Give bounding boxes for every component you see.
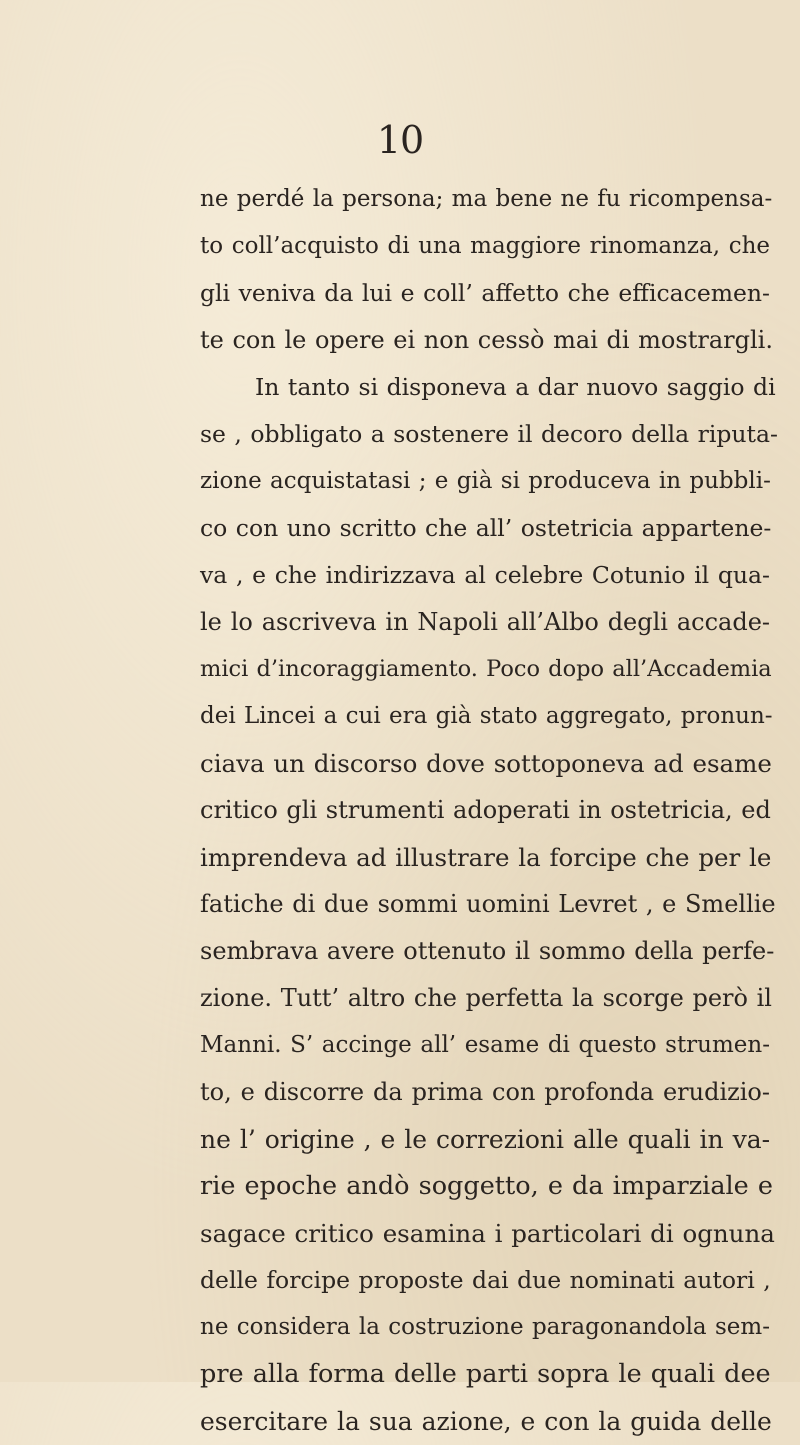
text-line: te con le opere ei non cessò mai di mostrargli. [200,326,773,354]
text-line: to, e discorre da prima con profonda erudizio- [200,1078,770,1106]
text-line: esercitare la sua azione, e con la guida delle [200,1407,772,1436]
text-line: sembrava avere ottenuto il sommo della perfe- [200,937,775,965]
text-line: ne considera la costruzione paragonandola sem- [200,1314,770,1340]
text-line: mici d’incoraggiamento. Poco dopo all’Accademia [200,656,772,682]
text-line: co con uno scritto che all’ ostetricia appartene- [200,514,772,542]
text-line: rie epoche andò soggetto, e da imparziale e [200,1171,773,1201]
page-number: 10 [376,118,424,162]
text-line: Manni. S’ accinge all’ esame di questo strumen- [200,1032,770,1058]
text-line: va , e che indirizzava al celebre Cotunio il qua- [200,561,770,589]
text-line: ciava un discorso dove sottoponeva ad esame [200,749,772,778]
body-text [200,176,778,1445]
text-line: gli veniva da lui e coll’ affetto che efficacemen- [200,279,770,307]
text-line: zione acquistatasi ; e già si produceva in pubbli- [200,468,771,494]
text-line: In tanto si disponeva a dar nuovo saggio di [255,373,776,401]
text-line: to coll’acquisto di una maggiore rinomanza, che [200,233,770,259]
text-line: imprendeva ad illustrare la forcipe che per le [200,843,772,872]
text-line: delle forcipe proposte dai due nominati autori , [200,1266,771,1294]
text-line: fatiche di due sommi uomini Levret , e Smellie [200,890,776,918]
text-line: ne l’ origine , e le correzioni alle quali in va- [200,1125,771,1154]
text-line: dei Lincei a cui era già stato aggregato, pronun- [200,703,773,729]
text-line: le lo ascriveva in Napoli all’Albo degli accade- [200,608,770,636]
text-line: sagace critico esamina i particolari di ognuna [200,1219,775,1248]
text-line: pre alla forma delle parti sopra le quali dee [200,1359,771,1389]
text-line: zione. Tutt’ altro che perfetta la scorge però il [200,984,772,1012]
text-line: critico gli strumenti adoperati in ostetricia, ed [200,796,771,824]
text-line: se , obbligato a sostenere il decoro della riputa- [200,420,778,448]
text-line: ne perdé la persona; ma bene ne fu ricompensa- [200,186,773,212]
